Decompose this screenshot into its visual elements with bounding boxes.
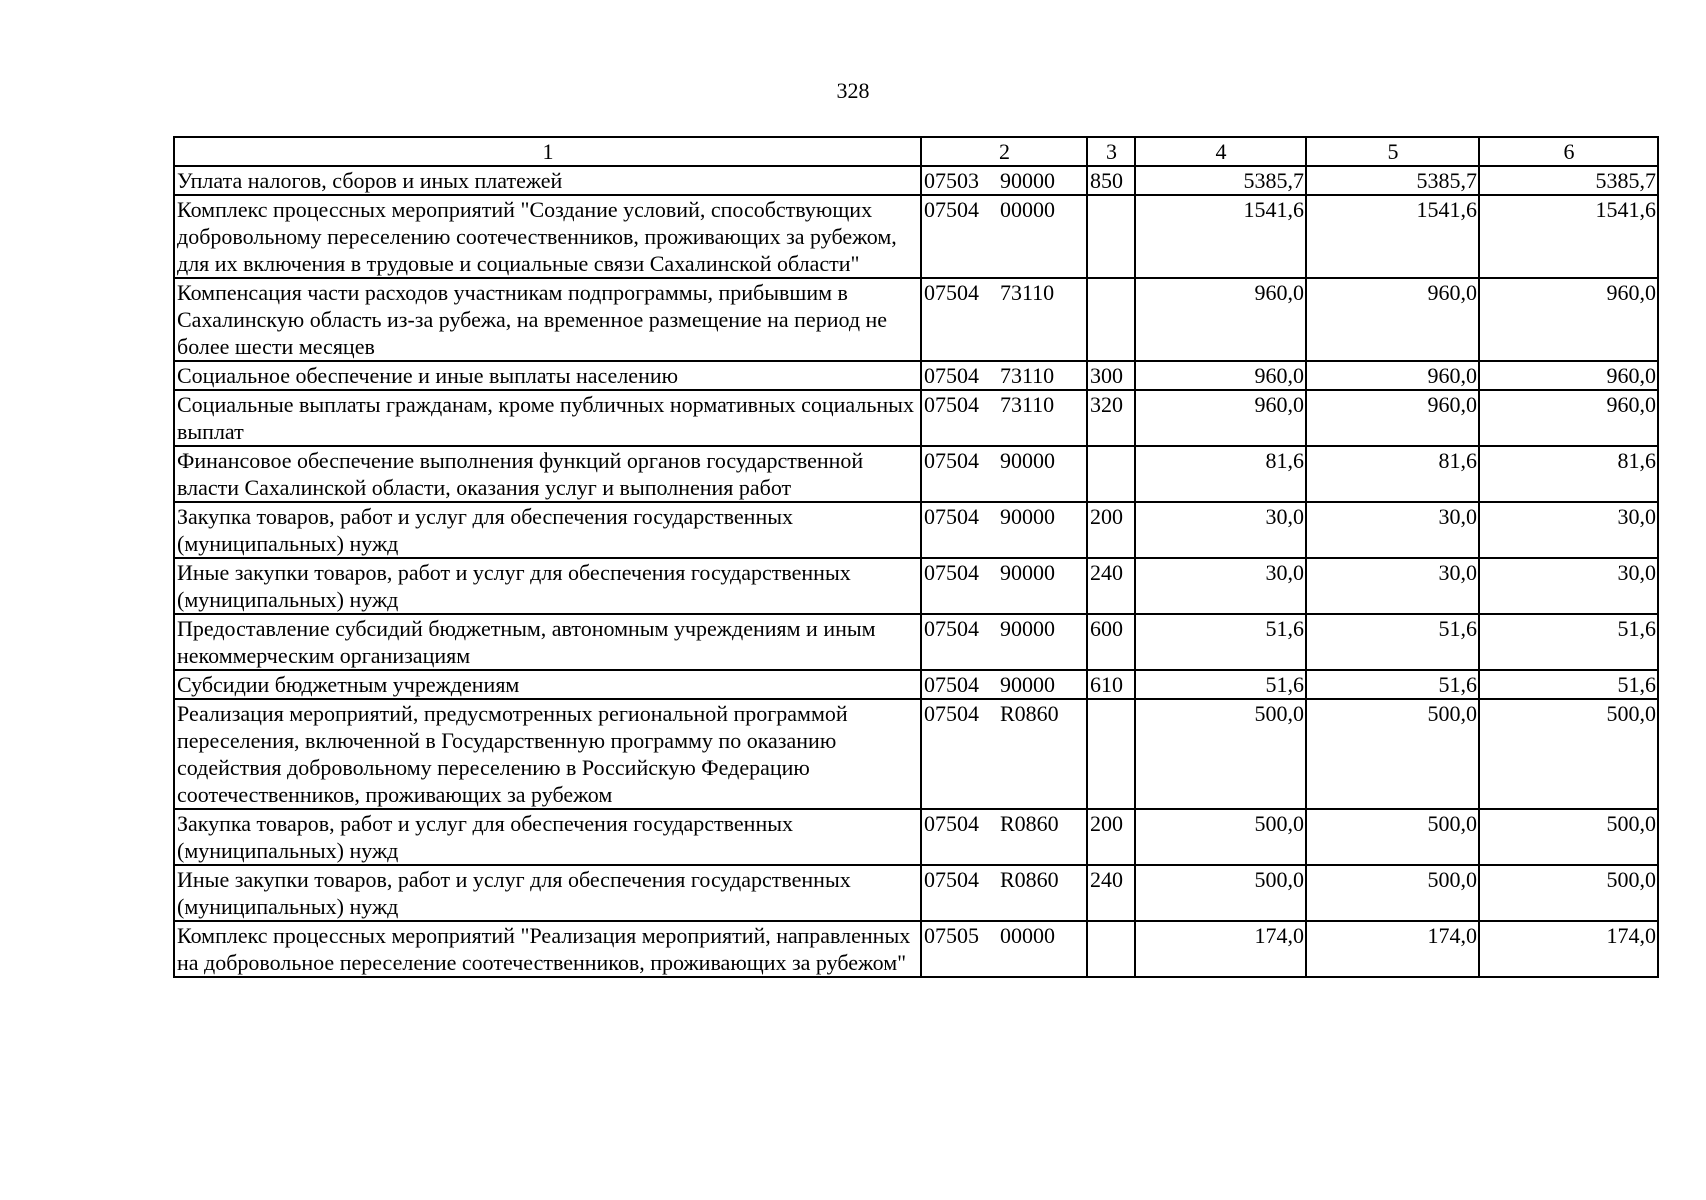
row-type-cell (1087, 699, 1135, 809)
table-row (174, 558, 1658, 614)
program-code: 07504 (924, 616, 979, 641)
row-code-cell (921, 278, 1087, 361)
row-code-cell (921, 699, 1087, 809)
row-value-6-cell: 500,0 (1479, 865, 1658, 921)
row-value-6-cell: 1541,6 (1479, 195, 1658, 278)
row-code-cell (921, 865, 1087, 921)
program-code: 07504 (924, 197, 979, 222)
program-code: 07504 (924, 867, 979, 892)
row-name-cell: Иные закупки товаров, работ и услуг для обеспечения государственных (муниципальных) нужд (174, 865, 921, 921)
row-type-cell (1087, 195, 1135, 278)
table-header-row (174, 137, 1658, 166)
row-name-cell: Иные закупки товаров, работ и услуг для обеспечения государственных (муниципальных) нужд (174, 558, 921, 614)
column-header-4: 4 (1135, 137, 1306, 166)
row-type-cell (1087, 921, 1135, 977)
row-value-5-cell: 51,6 (1306, 670, 1479, 699)
row-code-cell (921, 166, 1087, 195)
column-header-2: 2 (921, 137, 1087, 166)
expense-code: 90000 (1000, 448, 1055, 473)
table-row (174, 361, 1658, 390)
row-value-4-cell: 960,0 (1135, 390, 1306, 446)
row-value-4-cell: 30,0 (1135, 558, 1306, 614)
row-type-cell: 610 (1087, 670, 1135, 699)
row-name-cell: Компенсация части расходов участникам подпрограммы, прибывшим в Сахалинскую область из-за рубежа, на временное размещение на период не более шести месяцев (174, 278, 921, 361)
row-value-5-cell: 81,6 (1306, 446, 1479, 502)
row-type-cell: 850 (1087, 166, 1135, 195)
row-value-5-cell: 960,0 (1306, 361, 1479, 390)
program-code: 07504 (924, 280, 979, 305)
row-code-cell (921, 809, 1087, 865)
row-value-5-cell: 500,0 (1306, 865, 1479, 921)
row-name-cell: Реализация мероприятий, предусмотренных региональной программой переселения, включенной в Государственную программу по оказанию содействия добровольному переселению в Российскую Федерацию соотечественников, проживающих за рубежом (174, 699, 921, 809)
row-code-cell (921, 921, 1087, 977)
table-row (174, 809, 1658, 865)
row-value-6-cell: 81,6 (1479, 446, 1658, 502)
row-value-6-cell: 30,0 (1479, 502, 1658, 558)
program-code: 07504 (924, 672, 979, 697)
row-type-cell: 600 (1087, 614, 1135, 670)
row-value-6-cell: 51,6 (1479, 670, 1658, 699)
expense-code: 90000 (1000, 168, 1055, 193)
row-name-cell: Социальное обеспечение и иные выплаты населению (174, 361, 921, 390)
table-row (174, 195, 1658, 278)
row-value-4-cell: 500,0 (1135, 699, 1306, 809)
expense-code: R0860 (1000, 701, 1059, 726)
row-value-4-cell: 960,0 (1135, 278, 1306, 361)
table-row (174, 446, 1658, 502)
table-row (174, 390, 1658, 446)
table-row (174, 614, 1658, 670)
expense-code: 90000 (1000, 504, 1055, 529)
row-value-4-cell: 500,0 (1135, 809, 1306, 865)
row-code-cell (921, 558, 1087, 614)
row-code-cell (921, 361, 1087, 390)
row-code-cell (921, 446, 1087, 502)
row-value-5-cell: 30,0 (1306, 502, 1479, 558)
row-type-cell: 300 (1087, 361, 1135, 390)
row-name-cell: Комплекс процессных мероприятий "Реализация мероприятий, направленных на добровольное переселение соотечественников, проживающих за рубежом" (174, 921, 921, 977)
program-code: 07505 (924, 923, 979, 948)
table-row (174, 921, 1658, 977)
row-value-6-cell: 51,6 (1479, 614, 1658, 670)
row-name-cell: Финансовое обеспечение выполнения функций органов государственной власти Сахалинской области, оказания услуг и выполнения работ (174, 446, 921, 502)
expense-code: R0860 (1000, 811, 1059, 836)
program-code: 07504 (924, 811, 979, 836)
column-header-6: 6 (1479, 137, 1658, 166)
row-value-5-cell: 500,0 (1306, 809, 1479, 865)
table-row (174, 865, 1658, 921)
row-value-6-cell: 500,0 (1479, 809, 1658, 865)
column-header-1: 1 (174, 137, 921, 166)
row-value-4-cell: 5385,7 (1135, 166, 1306, 195)
row-value-6-cell: 960,0 (1479, 390, 1658, 446)
row-type-cell (1087, 446, 1135, 502)
table-body (174, 166, 1658, 977)
row-value-4-cell: 51,6 (1135, 614, 1306, 670)
row-name-cell: Предоставление субсидий бюджетным, автономным учреждениям и иным некоммерческим организациям (174, 614, 921, 670)
budget-table (173, 136, 1659, 978)
expense-code: R0860 (1000, 867, 1059, 892)
expense-code: 73110 (1000, 363, 1055, 388)
expense-code: 73110 (1000, 392, 1055, 417)
row-code-cell (921, 390, 1087, 446)
column-header-3: 3 (1087, 137, 1135, 166)
row-name-cell: Субсидии бюджетным учреждениям (174, 670, 921, 699)
row-code-cell (921, 614, 1087, 670)
table-row (174, 699, 1658, 809)
row-type-cell (1087, 278, 1135, 361)
row-value-4-cell: 51,6 (1135, 670, 1306, 699)
row-name-cell: Уплата налогов, сборов и иных платежей (174, 166, 921, 195)
row-value-6-cell: 5385,7 (1479, 166, 1658, 195)
program-code: 07504 (924, 392, 979, 417)
expense-code: 73110 (1000, 280, 1055, 305)
row-name-cell: Закупка товаров, работ и услуг для обеспечения государственных (муниципальных) нужд (174, 502, 921, 558)
row-value-5-cell: 51,6 (1306, 614, 1479, 670)
table-row (174, 278, 1658, 361)
expense-code: 00000 (1000, 197, 1055, 222)
row-name-cell: Комплекс процессных мероприятий "Создание условий, способствующих добровольному переселению соотечественников, проживающих за рубежом, для их включения в трудовые и социальные связи Сахалинской области" (174, 195, 921, 278)
row-code-cell (921, 195, 1087, 278)
row-type-cell: 240 (1087, 865, 1135, 921)
row-value-6-cell: 174,0 (1479, 921, 1658, 977)
expense-code: 90000 (1000, 560, 1055, 585)
row-code-cell (921, 502, 1087, 558)
row-value-6-cell: 960,0 (1479, 278, 1658, 361)
expense-code: 00000 (1000, 923, 1055, 948)
row-value-5-cell: 960,0 (1306, 390, 1479, 446)
program-code: 07503 (924, 168, 979, 193)
expense-code: 90000 (1000, 616, 1055, 641)
row-value-6-cell: 960,0 (1479, 361, 1658, 390)
table-row (174, 166, 1658, 195)
program-code: 07504 (924, 448, 979, 473)
expense-code: 90000 (1000, 672, 1055, 697)
row-value-4-cell: 500,0 (1135, 865, 1306, 921)
table-row (174, 670, 1658, 699)
row-value-5-cell: 30,0 (1306, 558, 1479, 614)
row-value-6-cell: 500,0 (1479, 699, 1658, 809)
column-header-5: 5 (1306, 137, 1479, 166)
program-code: 07504 (924, 701, 979, 726)
program-code: 07504 (924, 504, 979, 529)
row-value-5-cell: 1541,6 (1306, 195, 1479, 278)
row-value-5-cell: 174,0 (1306, 921, 1479, 977)
program-code: 07504 (924, 363, 979, 388)
page-number: 328 (836, 78, 870, 103)
row-value-4-cell: 174,0 (1135, 921, 1306, 977)
row-type-cell: 200 (1087, 502, 1135, 558)
row-value-5-cell: 500,0 (1306, 699, 1479, 809)
row-value-4-cell: 81,6 (1135, 446, 1306, 502)
row-value-4-cell: 1541,6 (1135, 195, 1306, 278)
row-value-4-cell: 960,0 (1135, 361, 1306, 390)
program-code: 07504 (924, 560, 979, 585)
row-value-5-cell: 5385,7 (1306, 166, 1479, 195)
table-row (174, 502, 1658, 558)
row-code-cell (921, 670, 1087, 699)
row-value-5-cell: 960,0 (1306, 278, 1479, 361)
row-name-cell: Закупка товаров, работ и услуг для обеспечения государственных (муниципальных) нужд (174, 809, 921, 865)
row-value-6-cell: 30,0 (1479, 558, 1658, 614)
row-name-cell: Социальные выплаты гражданам, кроме публичных нормативных социальных выплат (174, 390, 921, 446)
row-type-cell: 320 (1087, 390, 1135, 446)
row-value-4-cell: 30,0 (1135, 502, 1306, 558)
row-type-cell: 240 (1087, 558, 1135, 614)
row-type-cell: 200 (1087, 809, 1135, 865)
